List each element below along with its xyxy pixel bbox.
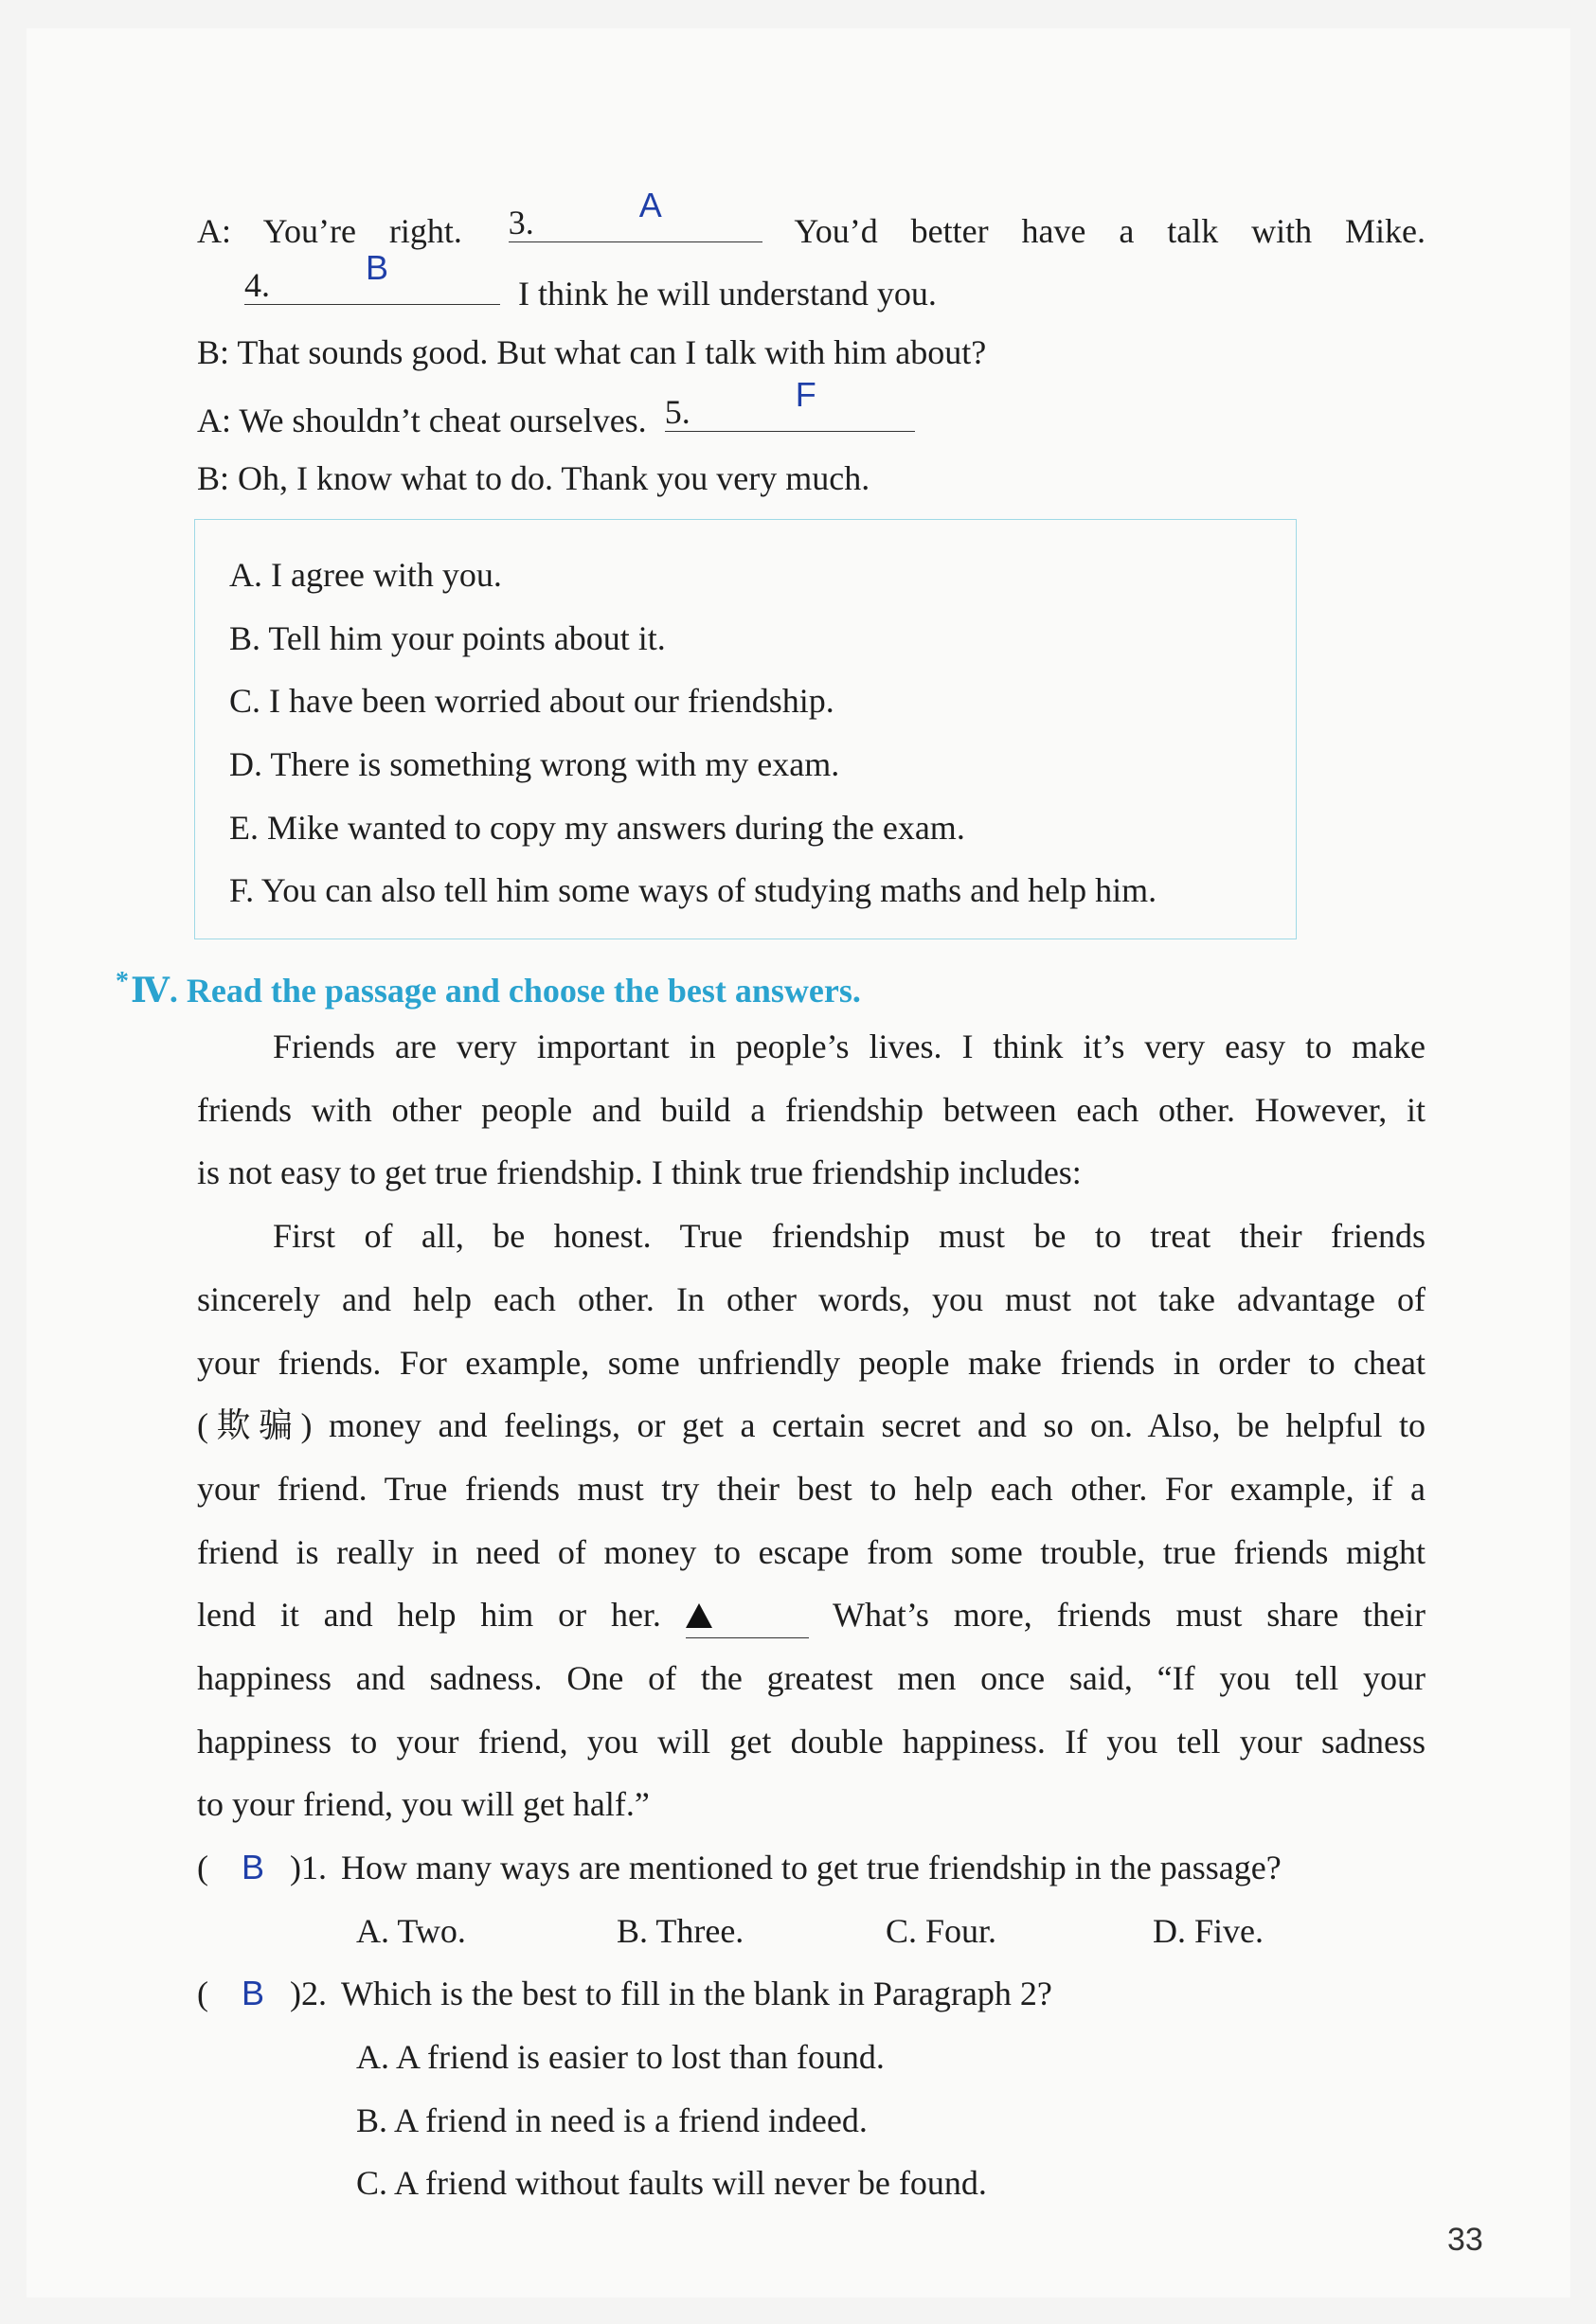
question-2 — [197, 1971, 1426, 2016]
answer-blank-4[interactable]: 4. B — [244, 266, 500, 305]
passage-blank[interactable] — [686, 1592, 809, 1638]
question-1-choice-c[interactable]: C. Four. — [886, 1912, 997, 1950]
question-1-choice-d[interactable]: D. Five. — [1153, 1912, 1264, 1950]
dialogue-line-5: B: Oh, I know what to do. Thank you very much. — [197, 459, 870, 497]
dialogue-line-4 — [197, 375, 1426, 443]
question-2-answer[interactable]: B — [242, 1974, 265, 2012]
dialogue-line-3: B: That sounds good. But what can I talk with him about? — [197, 333, 987, 371]
option-c: C. I have been worried about our friendship. — [229, 682, 834, 720]
passage-p2-line-10: to your friend, you will get half.” — [197, 1785, 650, 1823]
question-1-choice-b[interactable]: B. Three. — [617, 1912, 744, 1950]
answer-blank-3[interactable]: 3. A — [509, 204, 762, 242]
question-2-number: )2. — [290, 1975, 328, 2012]
question-1 — [197, 1845, 1426, 1890]
passage-p1-line-2: friends with other people and build a friendship between each other. However, it — [197, 1091, 1426, 1129]
dialogue-line-2-rest: I think he will understand you. — [518, 275, 937, 313]
dialogue-line-4-speaker: A: We shouldn’t cheat ourselves. — [197, 402, 647, 439]
passage-p2-line-9: happiness to your friend, you will get double happiness. If you tell your sadness — [197, 1723, 1426, 1761]
passage-p2-line-1: First of all, be honest. True friendship must be to treat their friends — [273, 1217, 1426, 1255]
passage-p2-line-5: your friend. True friends must try their best to help each other. For example, if a — [197, 1470, 1426, 1508]
question-2-open-paren: ( — [197, 1975, 208, 2012]
answer-blank-5[interactable]: 5. F — [665, 393, 915, 432]
handwritten-answer-3: A — [638, 186, 662, 224]
passage-blank-after: What’s more, friends must share their — [832, 1596, 1426, 1634]
question-2-choice-a[interactable]: A. A friend is easier to lost than found. — [356, 2038, 885, 2076]
question-1-text: How many ways are mentioned to get true friendship in the passage? — [341, 1849, 1282, 1886]
passage-p2-line-3: your friends. For example, some unfriendly people make friends in order to cheat — [197, 1344, 1426, 1382]
handwritten-answer-4: B — [366, 248, 389, 287]
handwritten-answer-5: F — [795, 375, 816, 414]
passage-p2-line-6: friend is really in need of money to escape from some trouble, true friends might — [197, 1533, 1426, 1571]
passage-p2-line-4: (欺骗) money and feelings, or get a certain secret and so on. Also, be helpful to — [197, 1406, 1426, 1444]
question-1-answer[interactable]: B — [242, 1848, 265, 1886]
question-2-text: Which is the best to fill in the blank in Paragraph 2? — [341, 1975, 1052, 2012]
question-2-choice-c[interactable]: C. A friend without faults will never be found. — [356, 2164, 987, 2202]
option-d: D. There is something wrong with my exam. — [229, 745, 840, 783]
star-mark: * — [116, 967, 129, 996]
page-number: 33 — [1447, 2222, 1483, 2258]
passage-blank-before: lend it and help him or her. — [197, 1596, 661, 1634]
option-b: B. Tell him your points about it. — [229, 619, 666, 657]
passage-p2-line-8: happiness and sadness. One of the greatest men once said, “If you tell your — [197, 1659, 1426, 1697]
passage-p2-line-2: sincerely and help each other. In other words, you must not take advantage of — [197, 1280, 1426, 1318]
section-heading — [116, 959, 861, 1013]
question-1-open-paren: ( — [197, 1849, 208, 1886]
passage-p1-line-1: Friends are very important in people’s lives. I think it’s very easy to make — [273, 1028, 1426, 1065]
question-1-choice-a[interactable]: A. Two. — [356, 1912, 466, 1950]
option-e: E. Mike wanted to copy my answers during the exam. — [229, 809, 965, 847]
passage-p1-line-3: is not easy to get true friendship. I think true friendship includes: — [197, 1153, 1082, 1191]
triangle-icon — [686, 1603, 712, 1628]
option-f: F. You can also tell him some ways of studying maths and help him. — [229, 871, 1157, 909]
speaker-a-text: A: You’re right. — [197, 212, 462, 250]
section-title: Ⅳ. Read the passage and choose the best answers. — [131, 972, 861, 1010]
option-a: A. I agree with you. — [229, 556, 502, 594]
question-2-choice-b[interactable]: B. A friend in need is a friend indeed. — [356, 2101, 868, 2139]
dialogue-line-2 — [244, 248, 1426, 316]
dialogue-line-1-rest: You’d better have a talk with Mike. — [794, 212, 1426, 250]
passage-p2-line-7 — [197, 1592, 1426, 1638]
question-1-number: )1. — [290, 1849, 328, 1886]
